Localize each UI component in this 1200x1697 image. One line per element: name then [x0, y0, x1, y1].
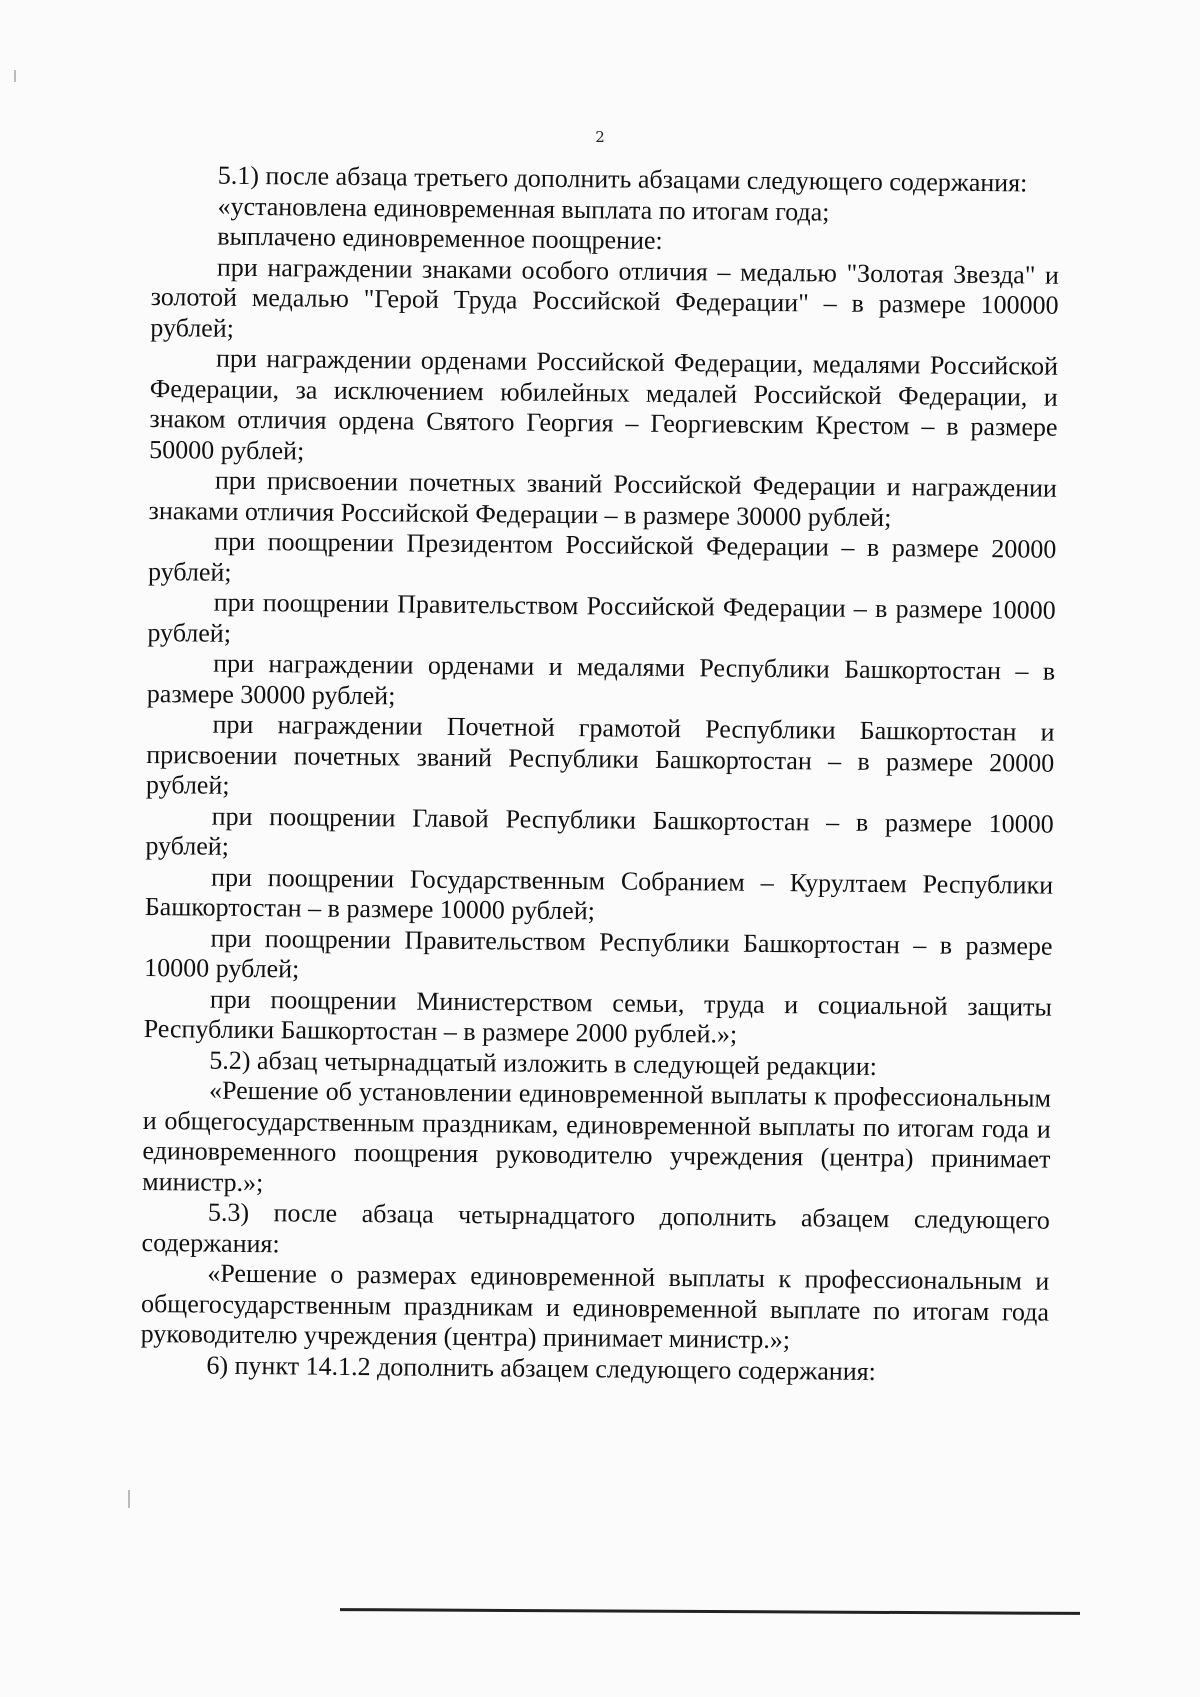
paragraph: при поощрении Государственным Собранием – Курултаем Республики Башкортостан – в размере 10000 рублей; [144, 862, 1054, 926]
paragraph: при поощрении Министерством семьи, труда и социальной защиты Республики Башкортостан – в размере 2000 рублей.»; [143, 984, 1053, 1049]
paragraph: 5.1) после абзаца третьего дополнить абзацами следующего содержания: [217, 160, 1028, 198]
scan-artifact-mark [14, 70, 16, 82]
paragraph: при награждении орденами Российской Федерации, медалями Российской Федерации, за исключением юбилейных медалей Российской Федерации, и знаком отличия ордена Святого Георгия – Георгиевским Крестом – в размере 50000 рублей; [149, 343, 1059, 465]
paragraph: 6) пункт 14.1.2 дополнить абзацем следующего содержания: [206, 1350, 877, 1386]
paragraph: при награждении орденами и медалями Республики Башкортостан – в размере 30000 рублей; [146, 648, 1056, 710]
bottom-scan-edge-line [340, 1608, 1080, 1615]
paragraph: при поощрении Правительством Российской Федерации – в размере 10000 рублей; [147, 587, 1056, 648]
paragraph: 5.2) абзац четырнадцатый изложить в следующей редакции: [209, 1045, 878, 1081]
paragraph: «Решение о размерах единовременной выплаты к профессиональным и общегосударственным праздникам и единовременной выплате по итогам года руководителю учреждения (центра) принимает министр.»; [140, 1258, 1050, 1355]
paragraph: 5.3) после абзаца четырнадцатого дополнить абзацем следующего содержания: [141, 1197, 1051, 1258]
paragraph: при поощрении Президентом Российской Федерации – в размере 20000 рублей; [147, 526, 1057, 587]
paragraph: «Решение об установлении единовременной выплаты к профессиональным и общегосударственным праздникам, единовременной выплаты по итогам года и единовременного поощрения руководителю учреждения (центра) принимает министр.»; [142, 1075, 1052, 1197]
document-body [140, 160, 1060, 1389]
paragraph: при поощрении Главой Республики Башкортостан – в размере 10000 рублей; [145, 801, 1054, 861]
paragraph: при награждении знаками особого отличия – медалью "Золотая Звезда" и золотой медалью "Герой Труда Российской Федерации" – в размере 100000 рублей; [150, 252, 1060, 343]
paragraph: при присвоении почетных званий Российской Федерации и награждении знаками отличия Российской Федерации – в размере 30000 рублей; [148, 465, 1058, 532]
paragraph: при награждении Почетной грамотой Республики Башкортостан и присвоении почетных званий Республики Башкортостан – в размере 20000 рублей; [145, 709, 1055, 800]
paragraph: выплачено единовременное поощрение: [217, 221, 663, 255]
page-number: 2 [595, 128, 605, 146]
paragraph: «установлена единовременная выплата по итогам года; [217, 191, 830, 227]
scan-artifact-mark [128, 1490, 130, 1508]
paragraph: при поощрении Правительством Республики Башкортостан – в размере 10000 рублей; [144, 923, 1053, 984]
